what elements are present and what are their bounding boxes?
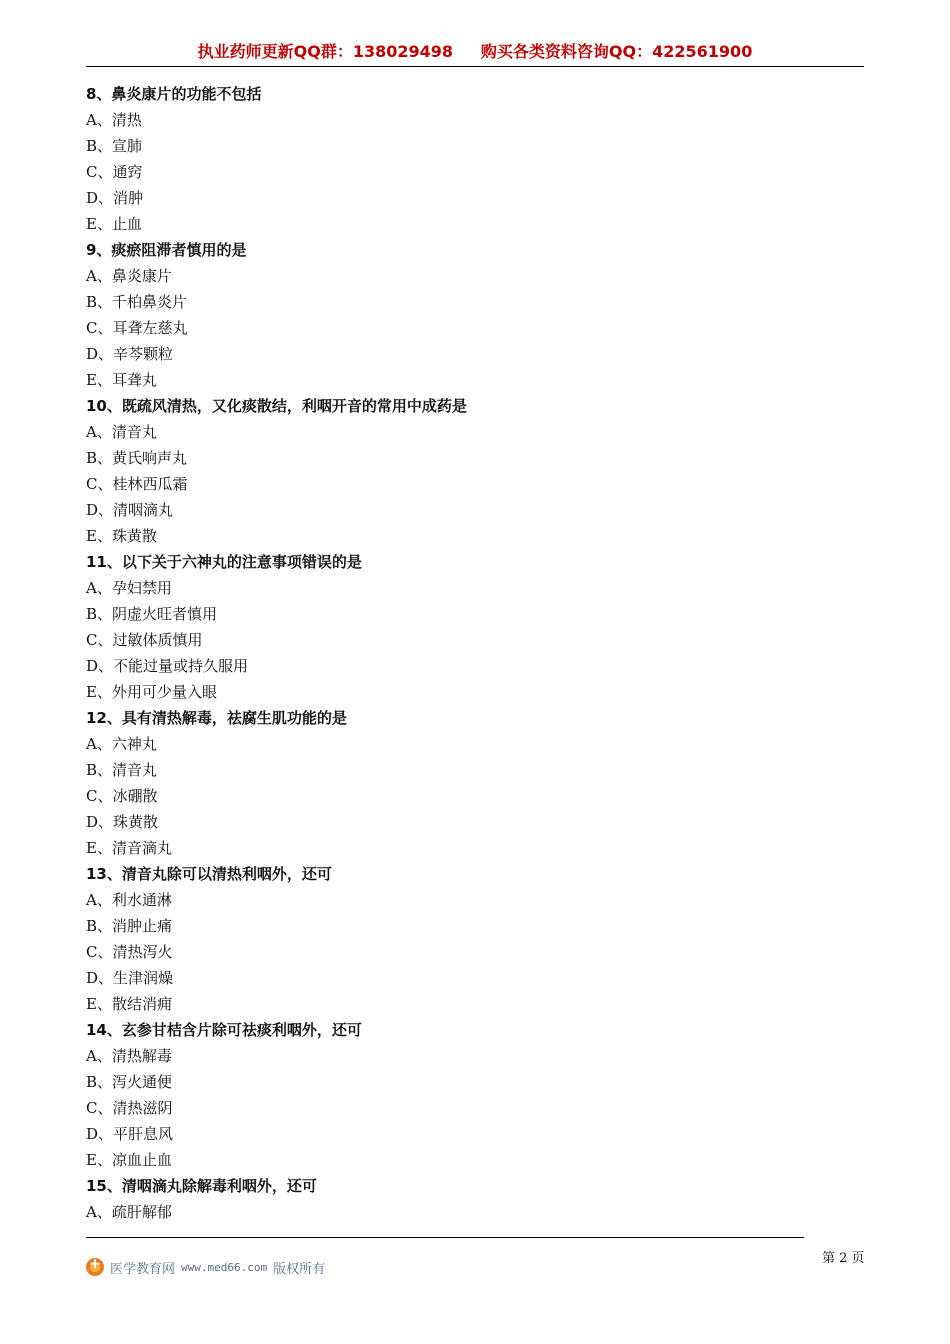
answer-option: A、六神丸	[86, 735, 157, 753]
answer-option: D、珠黄散	[86, 813, 159, 831]
question-list	[86, 81, 864, 1225]
question-stem: 11、以下关于六神丸的注意事项错误的是	[86, 553, 362, 571]
answer-option: D、平肝息风	[86, 1125, 174, 1143]
footer-brand	[86, 1256, 325, 1278]
answer-option: A、清热	[86, 111, 142, 129]
answer-option: D、清咽滴丸	[86, 501, 174, 519]
footer-divider	[86, 1237, 804, 1238]
answer-option: B、泻火通便	[86, 1073, 173, 1091]
question-stem: 9、痰瘀阻滞者慎用的是	[86, 241, 247, 259]
answer-option: C、清热滋阴	[86, 1099, 173, 1117]
answer-option: C、桂林西瓜霜	[86, 475, 188, 493]
med66-logo-icon	[86, 1258, 104, 1276]
answer-option: D、生津润燥	[86, 969, 174, 987]
answer-option: B、黄氏响声丸	[86, 449, 188, 467]
answer-option: E、珠黄散	[86, 527, 157, 545]
question-stem: 10、既疏风清热，又化痰散结，利咽开音的常用中成药是	[86, 397, 467, 415]
question-stem: 12、具有清热解毒，祛腐生肌功能的是	[86, 709, 347, 727]
answer-option: C、耳聋左慈丸	[86, 319, 188, 337]
answer-option: C、过敏体质慎用	[86, 631, 203, 649]
page-header	[86, 42, 864, 67]
answer-option: A、清热解毒	[86, 1047, 172, 1065]
answer-option: C、清热泻火	[86, 943, 173, 961]
page-number: 第 2 页	[822, 1251, 865, 1266]
answer-option: E、止血	[86, 215, 142, 233]
answer-option: C、通窍	[86, 163, 143, 181]
question-stem: 15、清咽滴丸除解毒利咽外，还可	[86, 1177, 317, 1195]
answer-option: A、清音丸	[86, 423, 157, 441]
question-stem: 14、玄参甘桔含片除可祛痰利咽外，还可	[86, 1021, 362, 1039]
answer-option: E、清音滴丸	[86, 839, 172, 857]
answer-option: A、鼻炎康片	[86, 267, 172, 285]
answer-option: A、孕妇禁用	[86, 579, 172, 597]
answer-option: E、外用可少量入眼	[86, 683, 217, 701]
answer-option: A、疏肝解郁	[86, 1203, 172, 1221]
answer-option: E、散结消痈	[86, 995, 172, 1013]
answer-option: B、阴虚火旺者慎用	[86, 605, 218, 623]
answer-option: D、辛芩颗粒	[86, 345, 174, 363]
question-stem: 8、鼻炎康片的功能不包括	[86, 85, 262, 103]
footer-rights: 版权所有	[273, 1261, 326, 1277]
header-qq-group: 执业药师更新QQ群：138029498	[197, 42, 454, 61]
answer-option: E、耳聋丸	[86, 371, 157, 389]
footer-url[interactable]: www.med66.com	[181, 1260, 268, 1274]
answer-option: B、清音丸	[86, 761, 158, 779]
answer-option: D、消肿	[86, 189, 144, 207]
answer-option: D、不能过量或持久服用	[86, 657, 249, 675]
answer-option: B、消肿止痛	[86, 917, 173, 935]
answer-option: A、利水通淋	[86, 891, 172, 909]
answer-option: B、千柏鼻炎片	[86, 293, 188, 311]
footer-site-name: 医学教育网	[110, 1261, 176, 1277]
header-contact-qq: 购买各类资料咨询QQ：422561900	[480, 42, 753, 61]
answer-option: B、宣肺	[86, 137, 143, 155]
answer-option: C、冰硼散	[86, 787, 158, 805]
answer-option: E、凉血止血	[86, 1151, 172, 1169]
question-stem: 13、清音丸除可以清热利咽外，还可	[86, 865, 332, 883]
